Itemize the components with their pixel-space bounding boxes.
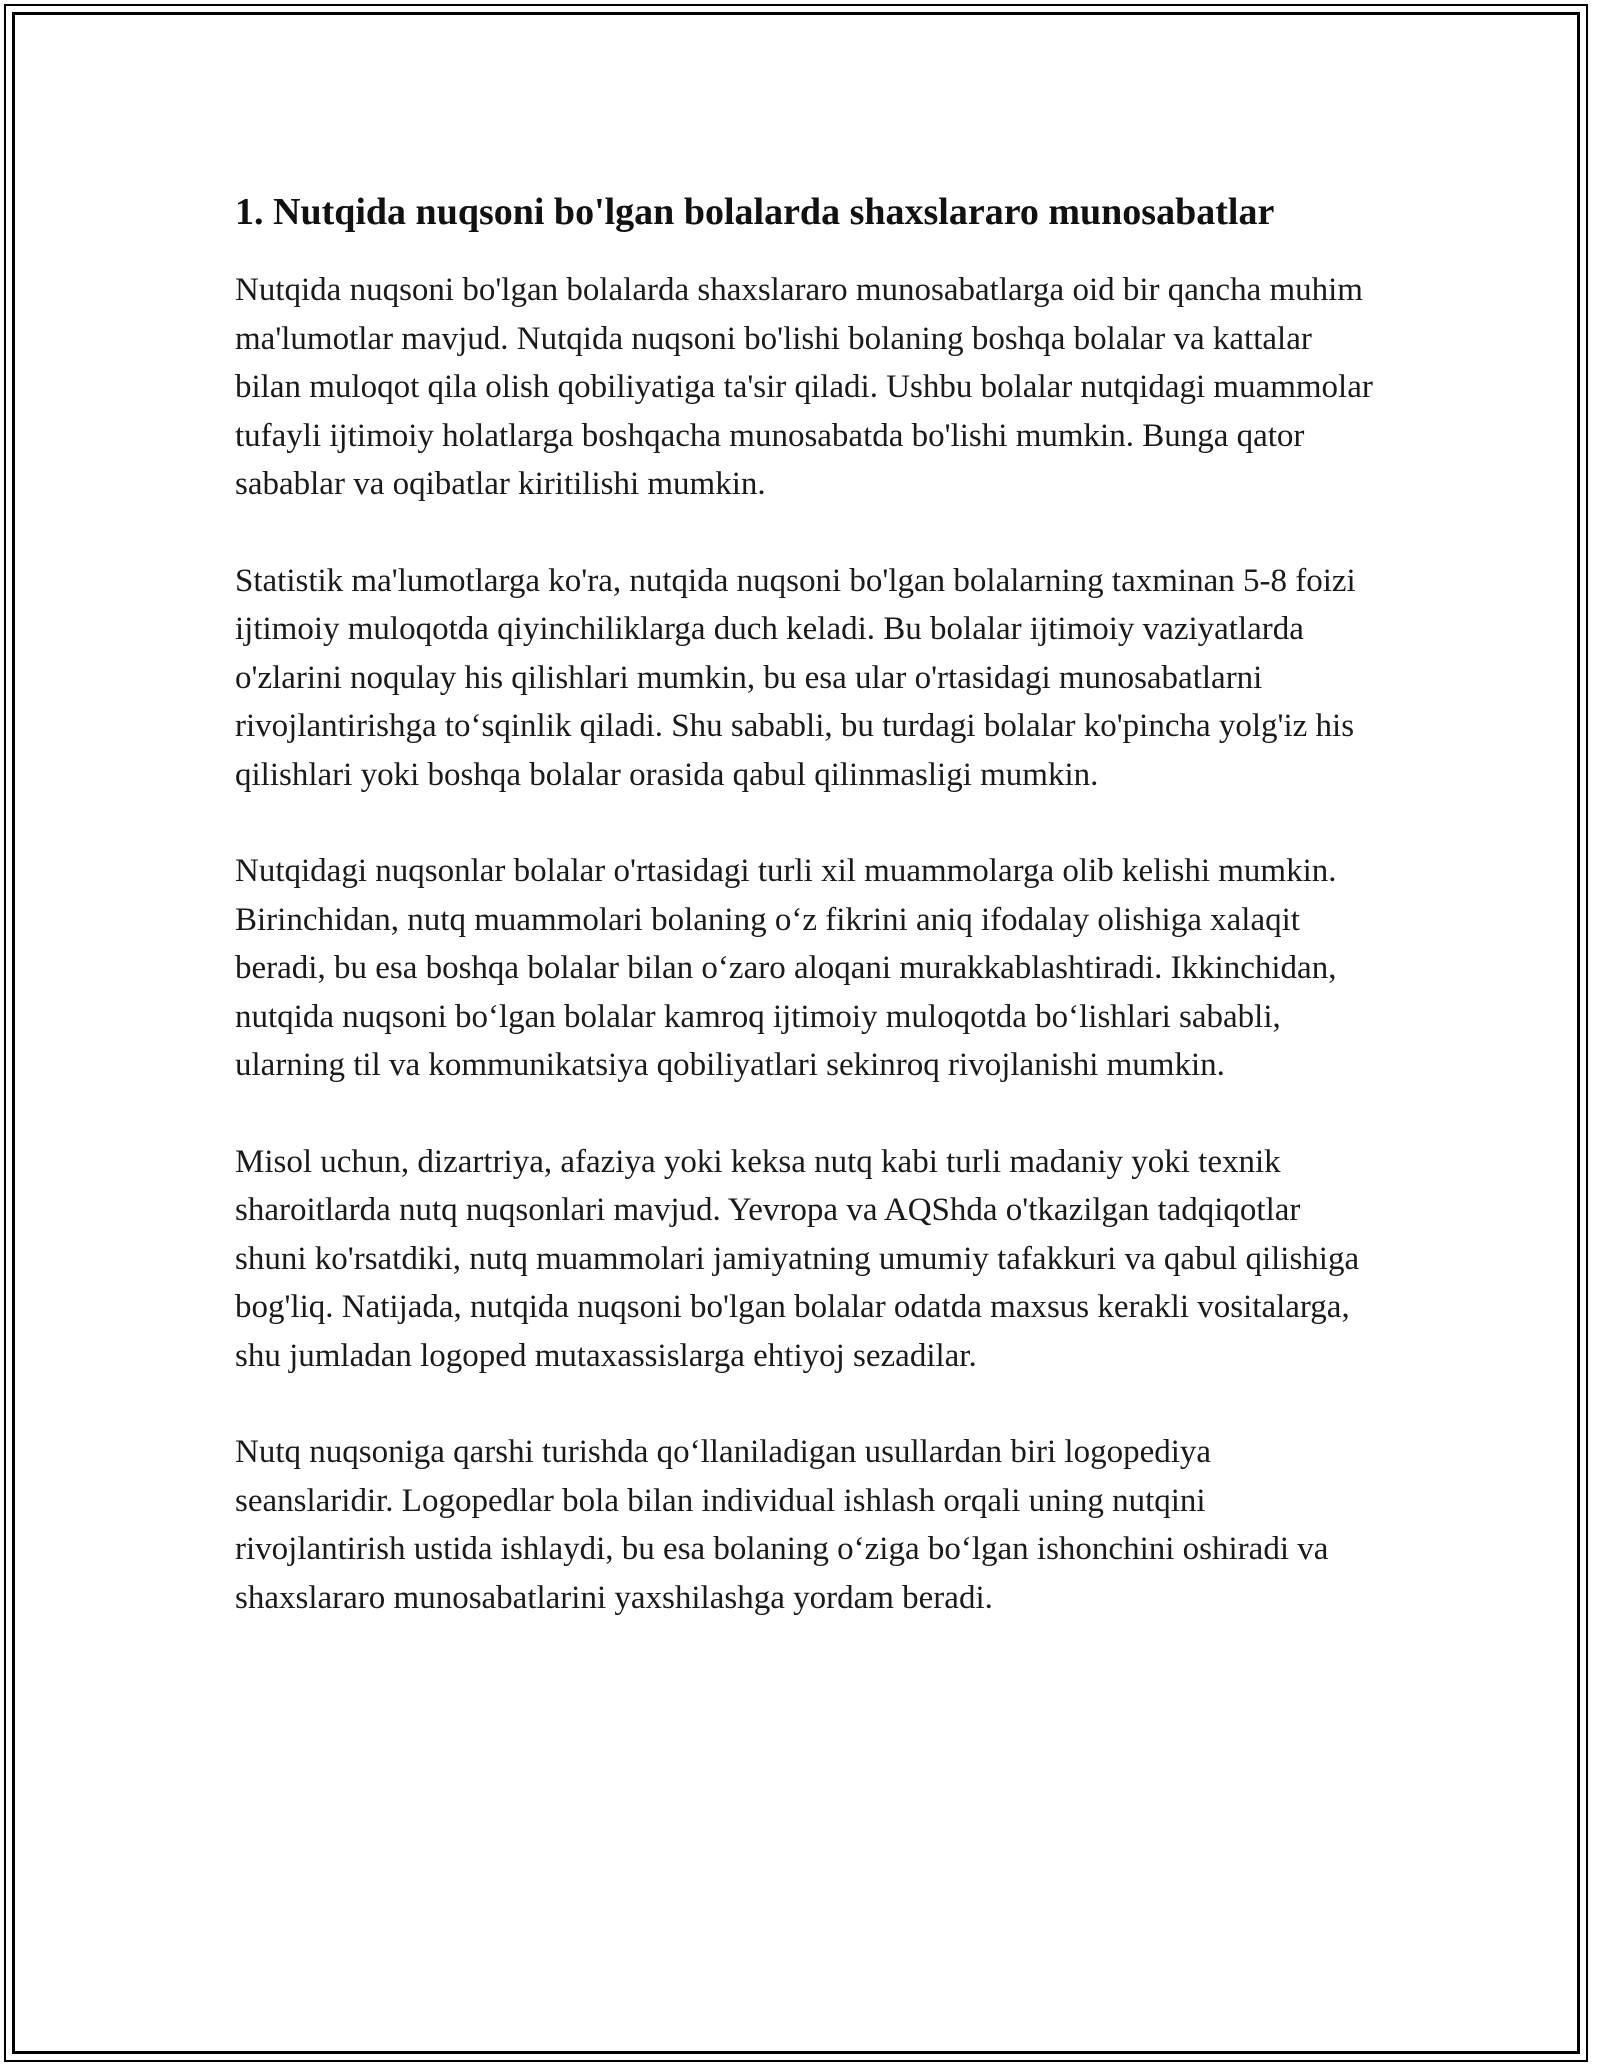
paragraph-2: Statistik ma'lumotlarga ko'ra, nutqida nuqsoni bo'lgan bolalarning taxminan 5-8 foizi ijtimoiy muloqotda qiyinchiliklarga duch keladi. Bu bolalar ijtimoiy vaziyatlarda o'zlarini noqulay his qilishlari mumkin, bu esa ular o'rtasidagi munosabatlarni rivojlantirishga to‘sqinlik qiladi. Shu sababli, bu turdagi bolalar ko'pincha yolg'iz his qilishlari yoki boshqa bolalar orasida qabul qilinmasligi mumkin.: [235, 562, 1356, 793]
document-body: [235, 185, 1375, 1622]
paragraph-5: Nutq nuqsoniga qarshi turishda qo‘llaniladigan usullardan biri logopediya seanslaridir. Logopedlar bola bilan individual ishlash orqali uning nutqini rivojlantirish ustida ishlaydi, bu esa bolaning o‘ziga bo‘lgan ishonchini oshiradi va shaxslararo munosabatlarini yaxshilashga yordam beradi.: [235, 1434, 1329, 1616]
paragraph-1: Nutqida nuqsoni bo'lgan bolalarda shaxslararo munosabatlarga oid bir qancha muhim ma'lumotlar mavjud. Nutqida nuqsoni bo'lishi bolaning boshqa bolalar va kattalar bilan muloqot qila olish qobiliyatiga ta'sir qiladi. Ushbu bolalar nutqidagi muammolar tufayli ijtimoiy holatlarga boshqacha munosabatda bo'lishi mumkin. Bunga qator sabablar va oqibatlar kiritilishi mumkin.: [235, 272, 1373, 502]
paragraph-4: Misol uchun, dizartriya, afaziya yoki keksa nutq kabi turli madaniy yoki texnik sharoitlarda nutq nuqsonlari mavjud. Yevropa va AQShda o'tkazilgan tadqiqotlar shuni ko'rsatdiki, nutq muammolari jamiyatning umumiy tafakkuri va qabul qilishiga bog'liq. Natijada, nutqida nuqsoni bo'lgan bolalar odatda maxsus kerakli vositalarga, shu jumladan logoped mutaxassislarga ehtiyoj sezadilar.: [235, 1143, 1360, 1374]
document-title: 1. Nutqida nuqsoni bo'lgan bolalarda shaxslararo munosabatlar: [235, 191, 1275, 233]
paragraph-3: Nutqidagi nuqsonlar bolalar o'rtasidagi turli xil muammolarga olib kelishi mumkin. Birinchidan, nutq muammolari bolaning o‘z fikrini aniq ifodalay olishiga xalaqit beradi, bu esa boshqa bolalar bilan o‘zaro aloqani murakkablashtiradi. Ikkinchidan, nutqida nuqsoni bo‘lgan bolalar kamroq ijtimoiy muloqotda bo‘lishlari sababli, ularning til va kommunikatsiya qobiliyatlari sekinroq rivojlanishi mumkin.: [235, 853, 1337, 1083]
